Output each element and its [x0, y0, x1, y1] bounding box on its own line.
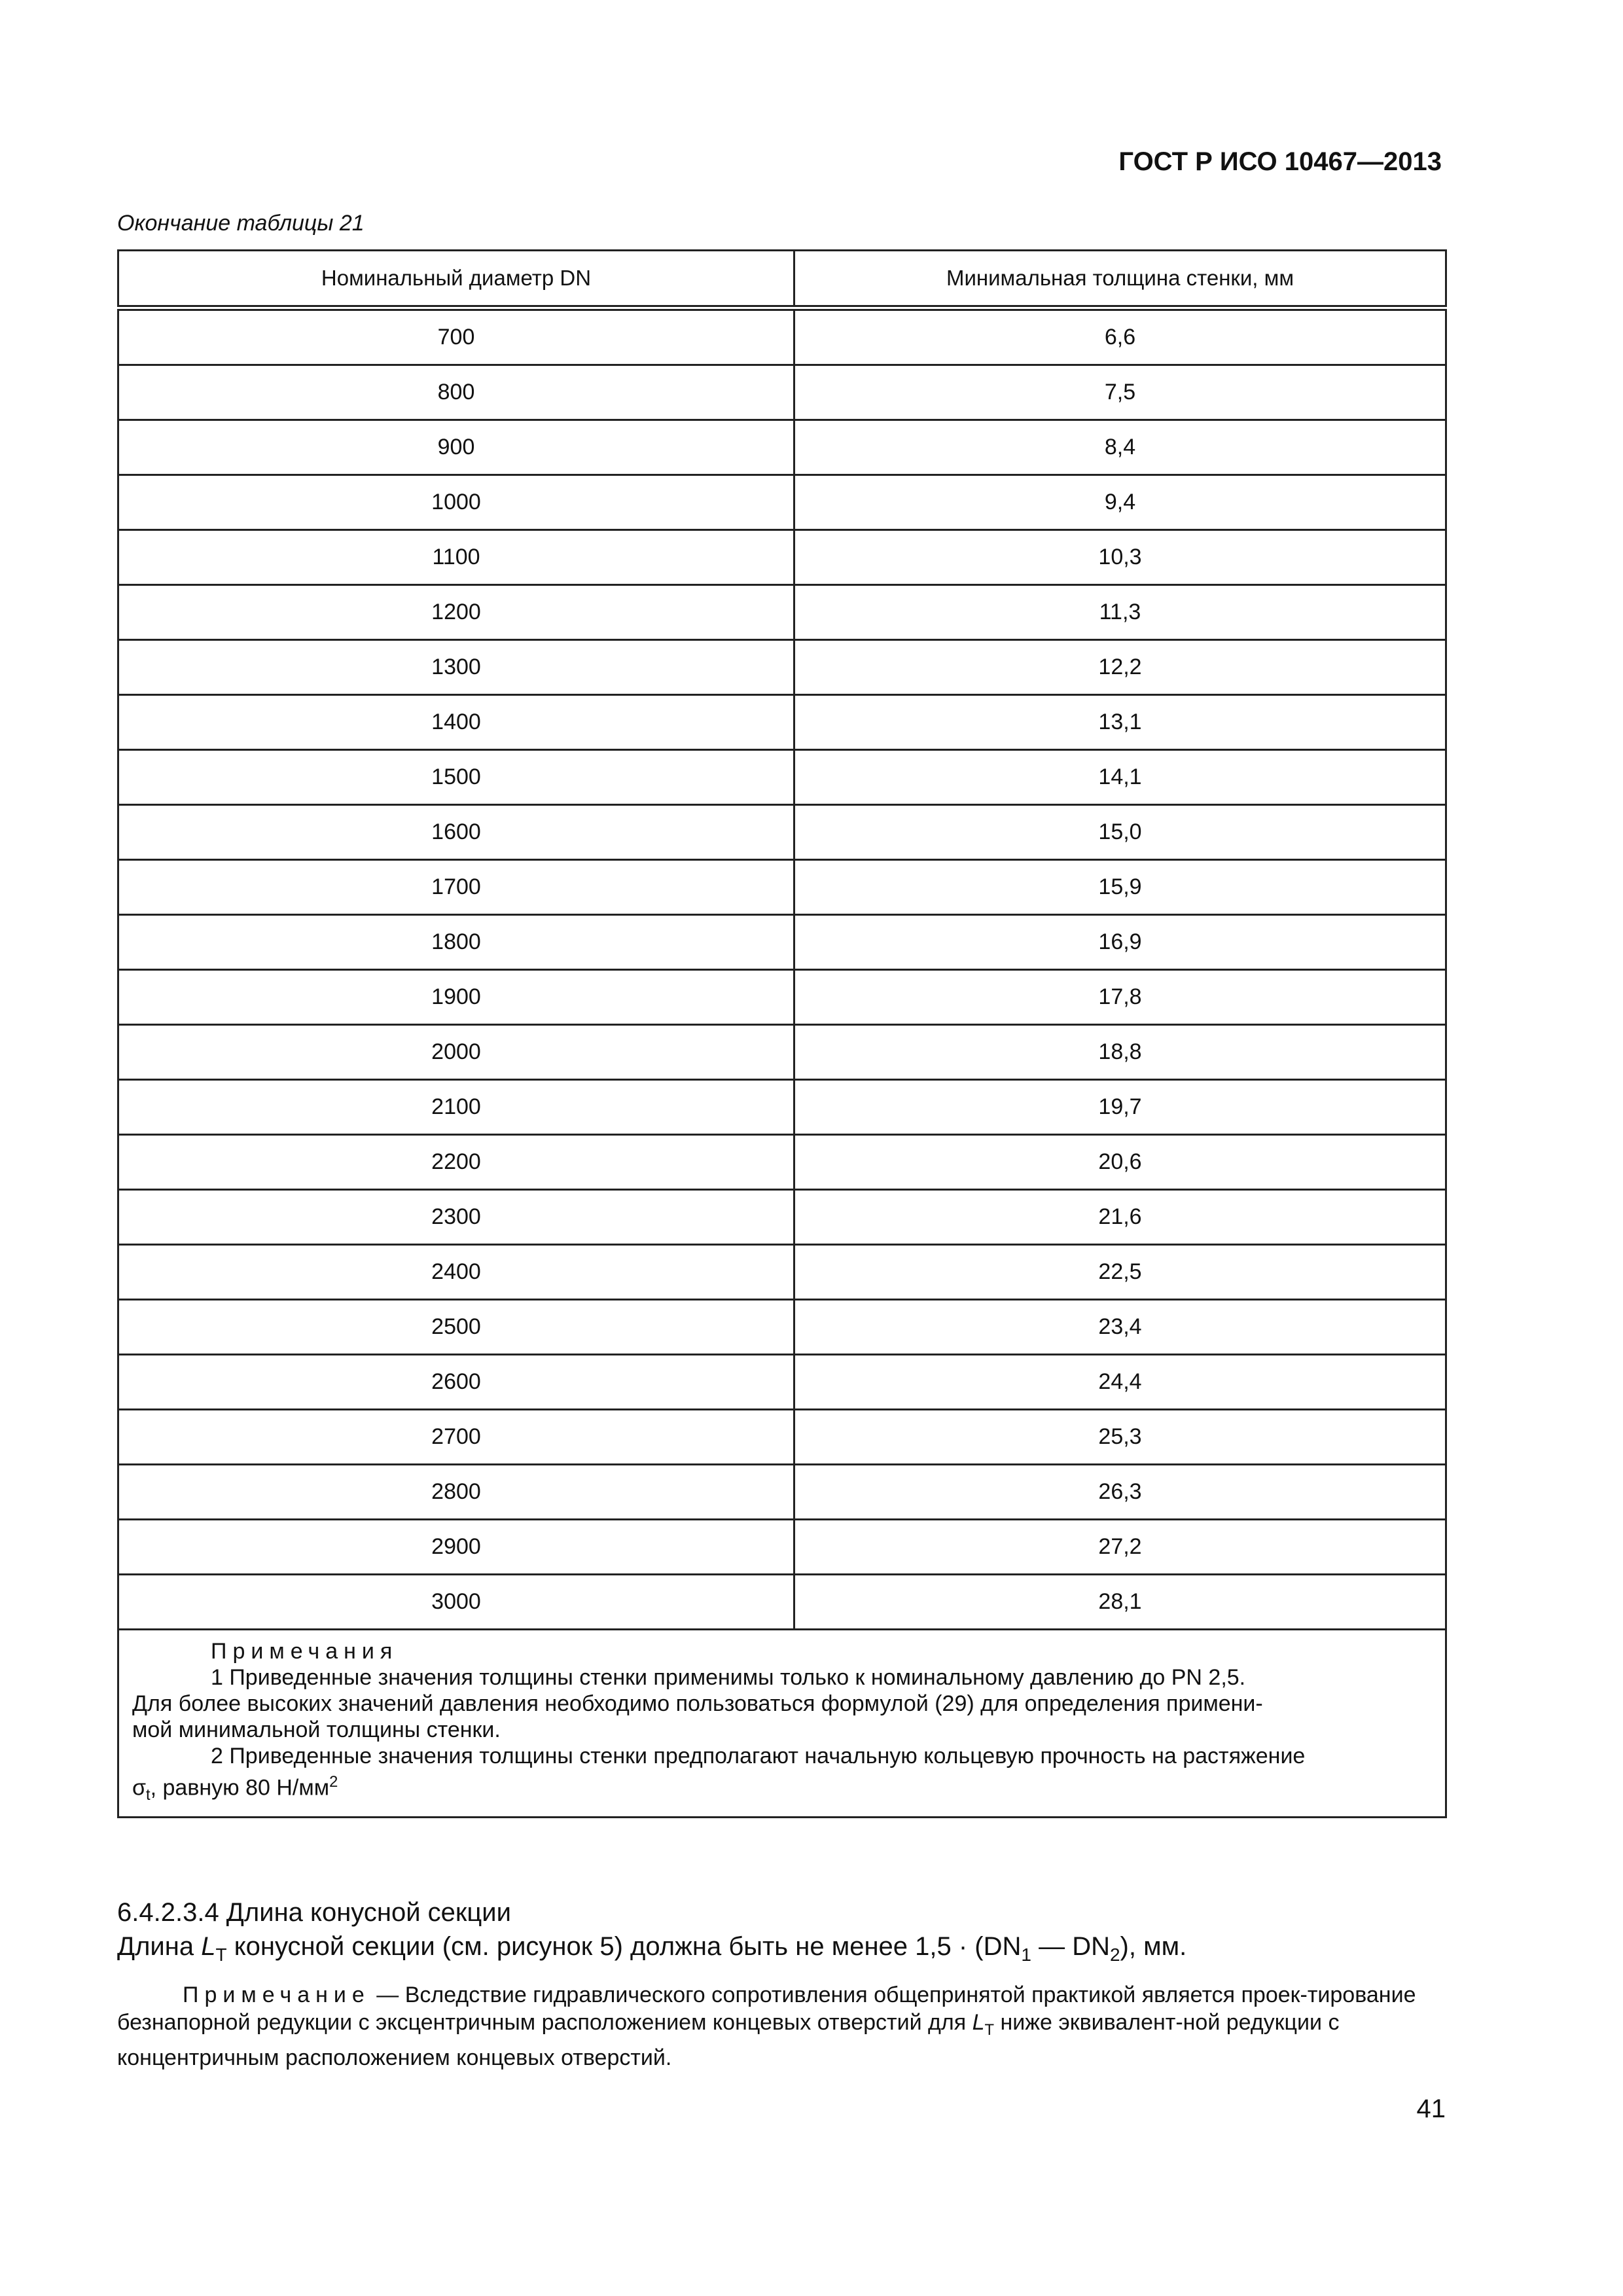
section-body-end: ), мм. — [1120, 1932, 1187, 1961]
cell-nominal-diameter: 1700 — [118, 860, 794, 915]
cell-nominal-diameter: 1000 — [118, 475, 794, 530]
cell-nominal-diameter: 1800 — [118, 915, 794, 970]
cell-min-wall-thickness: 16,9 — [794, 915, 1446, 970]
section-body-start: Длина — [117, 1932, 202, 1961]
table-header-row — [118, 251, 1446, 308]
table-row — [118, 1300, 1446, 1355]
note-text-end: ниже эквивалент-ной редукции с концентричным расположением концевых отверстий. — [117, 2010, 1340, 2070]
table-row — [118, 695, 1446, 750]
cell-min-wall-thickness: 14,1 — [794, 750, 1446, 805]
table-row — [118, 1025, 1446, 1080]
table-row — [118, 1245, 1446, 1300]
cell-min-wall-thickness: 22,5 — [794, 1245, 1446, 1300]
cell-min-wall-thickness: 15,0 — [794, 805, 1446, 860]
cell-min-wall-thickness: 25,3 — [794, 1410, 1446, 1465]
note-paragraph — [117, 1981, 1447, 2072]
page-number: 41 — [1416, 2094, 1446, 2123]
lt-variable: L — [201, 1932, 216, 1961]
table-row — [118, 365, 1446, 420]
notes-heading: Примечания — [211, 1639, 399, 1664]
table-row — [118, 805, 1446, 860]
cell-min-wall-thickness: 7,5 — [794, 365, 1446, 420]
cell-nominal-diameter: 1900 — [118, 970, 794, 1025]
cell-nominal-diameter: 1200 — [118, 585, 794, 640]
table-row — [118, 585, 1446, 640]
units-superscript: 2 — [329, 1773, 338, 1791]
sigma-symbol: σ — [132, 1775, 146, 1801]
note-1-line-2: Для более высоких значений давления необходимо пользоваться формулой (29) для определения примени- — [132, 1691, 1263, 1716]
cell-min-wall-thickness: 15,9 — [794, 860, 1446, 915]
table-row — [118, 308, 1446, 365]
table-row — [118, 1520, 1446, 1575]
cell-nominal-diameter: 1100 — [118, 530, 794, 585]
dn1-subscript: 1 — [1021, 1945, 1031, 1965]
table-row — [118, 1190, 1446, 1245]
dn2-subscript: 2 — [1109, 1945, 1120, 1965]
column-header-nominal-diameter: Номинальный диаметр DN — [118, 251, 794, 308]
table-row — [118, 1465, 1446, 1520]
cell-nominal-diameter: 2800 — [118, 1465, 794, 1520]
cell-nominal-diameter: 700 — [118, 308, 794, 365]
note-label: Примечание — [183, 1982, 370, 2007]
cell-min-wall-thickness: 12,2 — [794, 640, 1446, 695]
table-row — [118, 1135, 1446, 1190]
table-row — [118, 1575, 1446, 1630]
table-row — [118, 1410, 1446, 1465]
cell-nominal-diameter: 1600 — [118, 805, 794, 860]
note-2-line-2 — [132, 1769, 1432, 1808]
cell-nominal-diameter: 1400 — [118, 695, 794, 750]
sigma-subscript: t — [145, 1786, 151, 1804]
cell-nominal-diameter: 2300 — [118, 1190, 794, 1245]
cell-min-wall-thickness: 11,3 — [794, 585, 1446, 640]
cell-min-wall-thickness: 21,6 — [794, 1190, 1446, 1245]
cell-min-wall-thickness: 10,3 — [794, 530, 1446, 585]
cell-nominal-diameter: 900 — [118, 420, 794, 475]
cell-min-wall-thickness: 27,2 — [794, 1520, 1446, 1575]
cell-min-wall-thickness: 28,1 — [794, 1575, 1446, 1630]
note-2-text: , равную 80 Н/мм — [150, 1775, 330, 1801]
cell-min-wall-thickness: 13,1 — [794, 695, 1446, 750]
cell-min-wall-thickness: 24,4 — [794, 1355, 1446, 1410]
cell-min-wall-thickness: 19,7 — [794, 1080, 1446, 1135]
cell-nominal-diameter: 2500 — [118, 1300, 794, 1355]
cell-nominal-diameter: 1500 — [118, 750, 794, 805]
table-row — [118, 860, 1446, 915]
section-title: 6.4.2.3.4 Длина конусной секции — [117, 1898, 511, 1927]
cell-min-wall-thickness: 9,4 — [794, 475, 1446, 530]
cell-min-wall-thickness: 20,6 — [794, 1135, 1446, 1190]
cell-min-wall-thickness: 8,4 — [794, 420, 1446, 475]
lt-subscript: T — [215, 1945, 227, 1965]
table-row — [118, 1080, 1446, 1135]
cell-nominal-diameter: 3000 — [118, 1575, 794, 1630]
cell-nominal-diameter: 1300 — [118, 640, 794, 695]
cell-min-wall-thickness: 18,8 — [794, 1025, 1446, 1080]
cell-nominal-diameter: 2900 — [118, 1520, 794, 1575]
cell-nominal-diameter: 2400 — [118, 1245, 794, 1300]
note-lt-subscript: T — [984, 2020, 995, 2039]
section-body-dash: — DN — [1031, 1932, 1110, 1961]
table-notes-row — [118, 1630, 1446, 1818]
table-body — [118, 308, 1446, 1630]
cell-nominal-diameter: 2600 — [118, 1355, 794, 1410]
cell-nominal-diameter: 2700 — [118, 1410, 794, 1465]
note-2-line-1: 2 Приведенные значения толщины стенки предполагают начальную кольцевую прочность на растяжение — [211, 1744, 1306, 1768]
table-row — [118, 530, 1446, 585]
wall-thickness-table — [117, 249, 1447, 1818]
note-text-start: — Вследствие гидравлического сопротивления общепринятой практикой является проек-тирование безнапорной редукции с эксцентричным расположением концевых отверстий для — [117, 1982, 1416, 2035]
table-notes — [118, 1630, 1446, 1818]
document-header: ГОСТ Р ИСО 10467—2013 — [1118, 147, 1442, 176]
note-1-line-3: мой минимальной толщины стенки. — [132, 1717, 501, 1742]
note-lt-variable: L — [972, 2010, 985, 2035]
cell-min-wall-thickness: 17,8 — [794, 970, 1446, 1025]
table-row — [118, 915, 1446, 970]
table-row — [118, 640, 1446, 695]
cell-nominal-diameter: 2100 — [118, 1080, 794, 1135]
cell-min-wall-thickness: 6,6 — [794, 308, 1446, 365]
table-row — [118, 475, 1446, 530]
table-row — [118, 420, 1446, 475]
table-caption: Окончание таблицы 21 — [117, 211, 365, 236]
cell-nominal-diameter: 2000 — [118, 1025, 794, 1080]
table-row — [118, 970, 1446, 1025]
section-body — [117, 1932, 1186, 1965]
note-1-line-1: 1 Приведенные значения толщины стенки применимы только к номинальному давлению до PN 2,5. — [211, 1665, 1246, 1690]
column-header-min-wall-thickness: Минимальная толщина стенки, мм — [794, 251, 1446, 308]
table-row — [118, 1355, 1446, 1410]
cell-nominal-diameter: 2200 — [118, 1135, 794, 1190]
cell-min-wall-thickness: 26,3 — [794, 1465, 1446, 1520]
section-body-mid: конусной секции (см. рисунок 5) должна быть не менее 1,5 · (DN — [226, 1932, 1022, 1961]
cell-min-wall-thickness: 23,4 — [794, 1300, 1446, 1355]
table-row — [118, 750, 1446, 805]
cell-nominal-diameter: 800 — [118, 365, 794, 420]
